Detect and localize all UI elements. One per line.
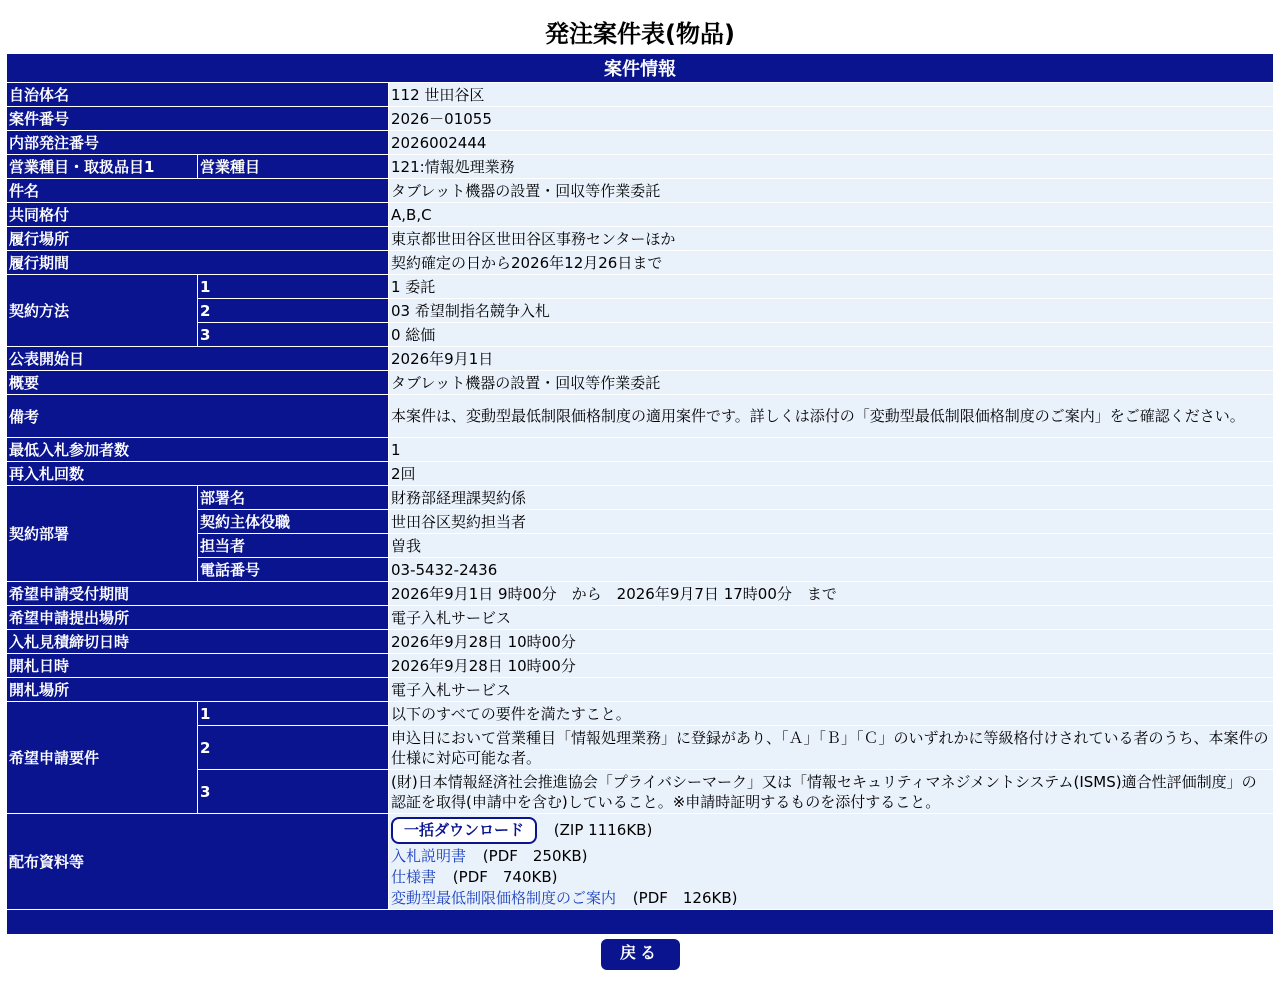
label-joint-rank: 共同格付 bbox=[7, 203, 388, 227]
case-info-table bbox=[7, 54, 1273, 935]
label-publish-date: 公表開始日 bbox=[7, 347, 388, 371]
value-location: 東京都世田谷区世田谷区事務センターほか bbox=[388, 227, 1273, 251]
requirement-no: 2 bbox=[197, 726, 388, 770]
document-link[interactable]: 入札説明書 bbox=[391, 847, 467, 865]
page-title: 発注案件表(物品) bbox=[545, 20, 735, 48]
contract-method-value: 03 希望制指名競争入札 bbox=[388, 299, 1273, 323]
label-contract-dept: 契約部署 bbox=[7, 486, 197, 582]
contract-method-value: 0 総価 bbox=[388, 323, 1273, 347]
value-summary: タブレット機器の設置・回収等作業委託 bbox=[388, 371, 1273, 395]
document-link[interactable]: 変動型最低制限価格制度のご案内 bbox=[391, 889, 617, 907]
row-application-place bbox=[7, 606, 1273, 630]
label-application-period: 希望申請受付期間 bbox=[7, 582, 388, 606]
row-contract-dept-1 bbox=[7, 486, 1273, 510]
value-remarks: 本案件は、変動型最低制限価格制度の適用案件です。詳しくは添付の「変動型最低制限価格制度のご案内」をご確認ください。 bbox=[388, 395, 1273, 438]
contract-method-no: 2 bbox=[197, 299, 388, 323]
contract-dept-value: 財務部経理課契約係 bbox=[388, 486, 1273, 510]
value-joint-rank: A,B,C bbox=[388, 203, 1273, 227]
row-subject bbox=[7, 179, 1273, 203]
back-button-area bbox=[0, 939, 1280, 970]
label-municipality: 自治体名 bbox=[7, 83, 388, 107]
row-joint-rank bbox=[7, 203, 1273, 227]
document-item bbox=[391, 846, 1271, 867]
value-documents bbox=[388, 814, 1273, 910]
requirement-no: 3 bbox=[197, 770, 388, 814]
value-application-place: 電子入札サービス bbox=[388, 606, 1273, 630]
value-bid-deadline: 2026年9月28日 10時00分 bbox=[388, 630, 1273, 654]
requirement-value: 申込日において営業種目「情報処理業務」に登録があり、「Ａ」「Ｂ」「Ｃ」のいずれかに等級格付けされている者のうち、本案件の仕様に対応可能な者。 bbox=[388, 726, 1273, 770]
row-contract-method-2 bbox=[7, 299, 1273, 323]
label-case-number: 案件番号 bbox=[7, 107, 388, 131]
contract-dept-value: 曽我 bbox=[388, 534, 1273, 558]
value-case-number: 2026－01055 bbox=[388, 107, 1273, 131]
label-contract-method: 契約方法 bbox=[7, 275, 197, 347]
row-contract-method-1 bbox=[7, 275, 1273, 299]
document-meta: (PDF 126KB) bbox=[632, 889, 738, 907]
row-summary bbox=[7, 371, 1273, 395]
requirement-value: (財)日本情報経済社会推進協会「プライバシーマーク」又は「情報セキュリティマネジメントシステム(ISMS)適合性評価制度」の認証を取得(申請中を含む)していること。※申請時証明するものを添付すること。 bbox=[388, 770, 1273, 814]
row-contract-method-3 bbox=[7, 323, 1273, 347]
contract-dept-sublabel: 部署名 bbox=[197, 486, 388, 510]
contract-method-no: 1 bbox=[197, 275, 388, 299]
table-footer-bar bbox=[7, 910, 1273, 935]
sublabel-business-type: 営業種目 bbox=[197, 155, 388, 179]
document-item bbox=[391, 888, 1271, 909]
label-rebid-count: 再入札回数 bbox=[7, 462, 388, 486]
label-summary: 概要 bbox=[7, 371, 388, 395]
label-business-type: 営業種目・取扱品目1 bbox=[7, 155, 197, 179]
row-requirement-2 bbox=[7, 726, 1273, 770]
label-min-bidders: 最低入札参加者数 bbox=[7, 438, 388, 462]
document-meta: (PDF 740KB) bbox=[452, 868, 558, 886]
label-location: 履行場所 bbox=[7, 227, 388, 251]
row-contract-dept-3 bbox=[7, 534, 1273, 558]
label-subject: 件名 bbox=[7, 179, 388, 203]
bulk-download-meta: (ZIP 1116KB) bbox=[553, 821, 653, 839]
requirement-no: 1 bbox=[197, 702, 388, 726]
value-subject: タブレット機器の設置・回収等作業委託 bbox=[388, 179, 1273, 203]
value-municipality: 112 世田谷区 bbox=[388, 83, 1273, 107]
row-documents bbox=[7, 814, 1273, 910]
row-location bbox=[7, 227, 1273, 251]
label-documents: 配布資料等 bbox=[7, 814, 388, 910]
label-bid-deadline: 入札見積締切日時 bbox=[7, 630, 388, 654]
row-case-number bbox=[7, 107, 1273, 131]
label-period: 履行期間 bbox=[7, 251, 388, 275]
row-rebid-count bbox=[7, 462, 1273, 486]
section-header: 案件情報 bbox=[7, 54, 1273, 83]
row-opening-place bbox=[7, 678, 1273, 702]
value-opening-place: 電子入札サービス bbox=[388, 678, 1273, 702]
row-bid-deadline bbox=[7, 630, 1273, 654]
contract-method-no: 3 bbox=[197, 323, 388, 347]
bulk-download-button[interactable]: 一括ダウンロード bbox=[391, 817, 537, 844]
footer-bar bbox=[7, 910, 1273, 935]
document-meta: (PDF 250KB) bbox=[482, 847, 588, 865]
label-requirements: 希望申請要件 bbox=[7, 702, 197, 814]
value-period: 契約確定の日から2026年12月26日まで bbox=[388, 251, 1273, 275]
document-link[interactable]: 仕様書 bbox=[391, 868, 437, 886]
value-rebid-count: 2回 bbox=[388, 462, 1273, 486]
label-opening-place: 開札場所 bbox=[7, 678, 388, 702]
label-application-place: 希望申請提出場所 bbox=[7, 606, 388, 630]
label-internal-order-number: 内部発注番号 bbox=[7, 131, 388, 155]
value-internal-order-number: 2026002444 bbox=[388, 131, 1273, 155]
row-application-period bbox=[7, 582, 1273, 606]
value-min-bidders: 1 bbox=[388, 438, 1273, 462]
bulk-download-line bbox=[391, 815, 1271, 846]
label-remarks: 備考 bbox=[7, 395, 388, 438]
label-opening-datetime: 開札日時 bbox=[7, 654, 388, 678]
row-requirement-1 bbox=[7, 702, 1273, 726]
row-publish-date bbox=[7, 347, 1273, 371]
row-requirement-3 bbox=[7, 770, 1273, 814]
row-contract-dept-4 bbox=[7, 558, 1273, 582]
row-period bbox=[7, 251, 1273, 275]
contract-dept-sublabel: 契約主体役職 bbox=[197, 510, 388, 534]
back-button[interactable]: 戻る bbox=[601, 939, 680, 970]
row-internal-order-number bbox=[7, 131, 1273, 155]
contract-dept-value: 03-5432-2436 bbox=[388, 558, 1273, 582]
value-publish-date: 2026年9月1日 bbox=[388, 347, 1273, 371]
row-min-bidders bbox=[7, 438, 1273, 462]
contract-dept-value: 世田谷区契約担当者 bbox=[388, 510, 1273, 534]
row-municipality bbox=[7, 83, 1273, 107]
row-remarks bbox=[7, 395, 1273, 438]
row-opening-datetime bbox=[7, 654, 1273, 678]
section-header-row bbox=[7, 54, 1273, 83]
requirement-value: 以下のすべての要件を満たすこと。 bbox=[388, 702, 1273, 726]
row-contract-dept-2 bbox=[7, 510, 1273, 534]
contract-dept-sublabel: 電話番号 bbox=[197, 558, 388, 582]
value-application-period: 2026年9月1日 9時00分 から 2026年9月7日 17時00分 まで bbox=[388, 582, 1273, 606]
row-business-type bbox=[7, 155, 1273, 179]
contract-dept-sublabel: 担当者 bbox=[197, 534, 388, 558]
value-business-type: 121:情報処理業務 bbox=[388, 155, 1273, 179]
contract-method-value: 1 委託 bbox=[388, 275, 1273, 299]
value-opening-datetime: 2026年9月28日 10時00分 bbox=[388, 654, 1273, 678]
document-item bbox=[391, 867, 1271, 888]
